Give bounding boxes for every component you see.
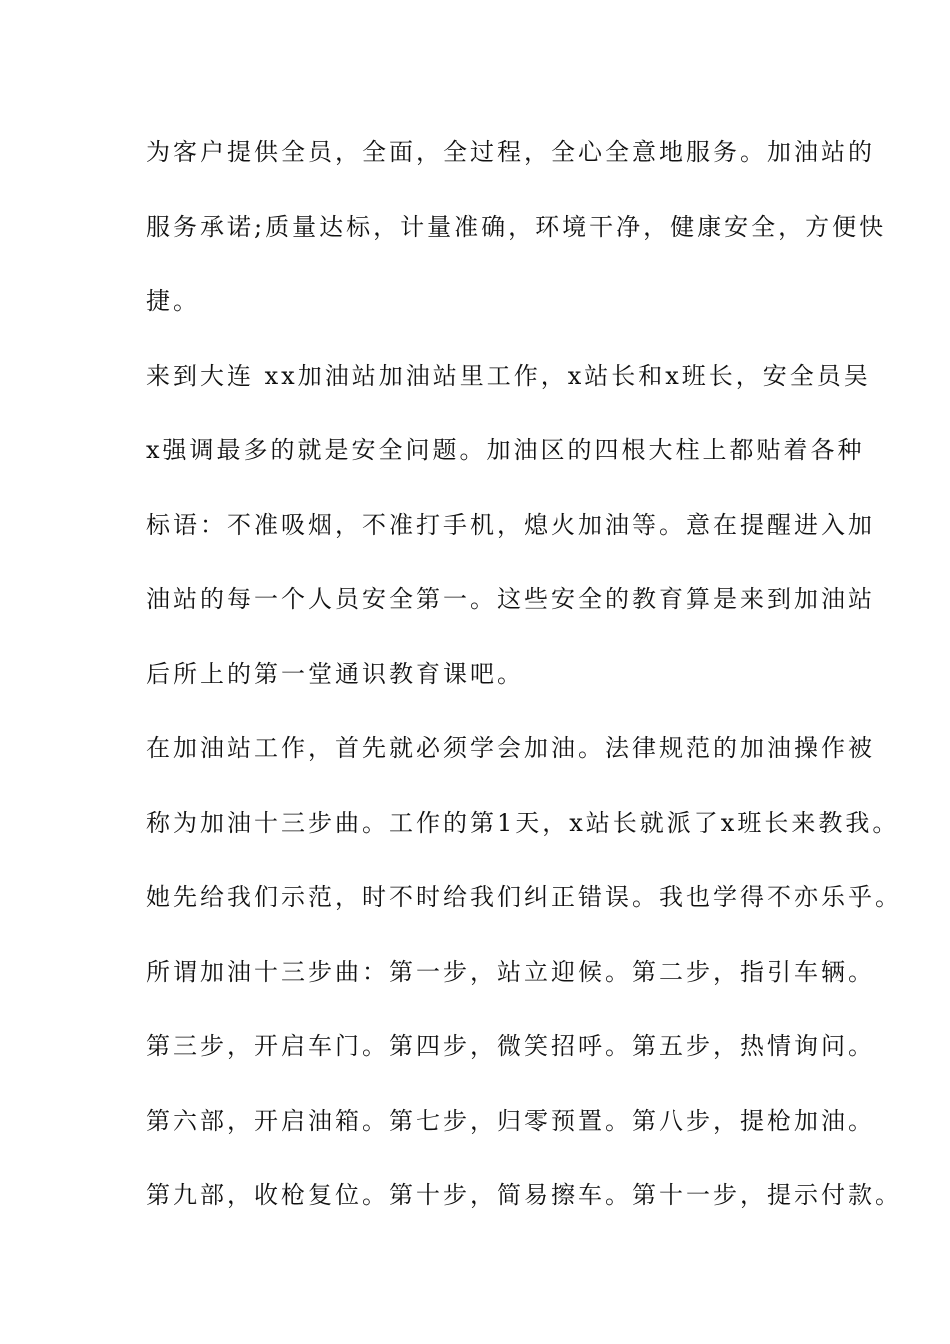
text-line: x强调最多的就是安全问题。加油区的四根大柱上都贴着各种 bbox=[146, 436, 865, 464]
text-line: 第六部，开启油箱。第七步，归零预置。第八步，提枪加油。 bbox=[146, 1106, 875, 1135]
text-line: 所谓加油十三步曲：第一步，站立迎候。第二步，指引车辆。 bbox=[146, 957, 875, 986]
text-line: 第三步，开启车门。第四步，微笑招呼。第五步，热情询问。 bbox=[146, 1032, 875, 1060]
text-line: 她先给我们示范，时不时给我们纠正错误。我也学得不亦乐乎。 bbox=[146, 883, 902, 911]
text-line: 为客户提供全员，全面，全过程，全心全意地服务。加油站的 bbox=[146, 138, 875, 166]
text-line: 标语：不准吸烟，不准打手机，熄火加油等。意在提醒进入加 bbox=[146, 510, 875, 539]
text-line: 第九部，收枪复位。第十步，简易擦车。第十一步，提示付款。 bbox=[146, 1181, 902, 1209]
text-line: 称为加油十三步曲。工作的第1天，x站长就派了x班长来教我。 bbox=[146, 808, 900, 837]
text-line: 服务承诺;质量达标，计量准确，环境干净，健康安全，方便快 bbox=[146, 212, 887, 241]
text-line: 来到大连 xx加油站加油站里工作，x站长和x班长，安全员吴 bbox=[146, 361, 871, 390]
text-line: 捷。 bbox=[146, 287, 200, 315]
text-line: 在加油站工作，首先就必须学会加油。法律规范的加油操作被 bbox=[146, 734, 875, 762]
document-body bbox=[146, 128, 902, 1246]
text-line: 油站的每一个人员安全第一。这些安全的教育算是来到加油站 bbox=[146, 585, 875, 613]
text-line: 后所上的第一堂通识教育课吧。 bbox=[146, 659, 524, 688]
